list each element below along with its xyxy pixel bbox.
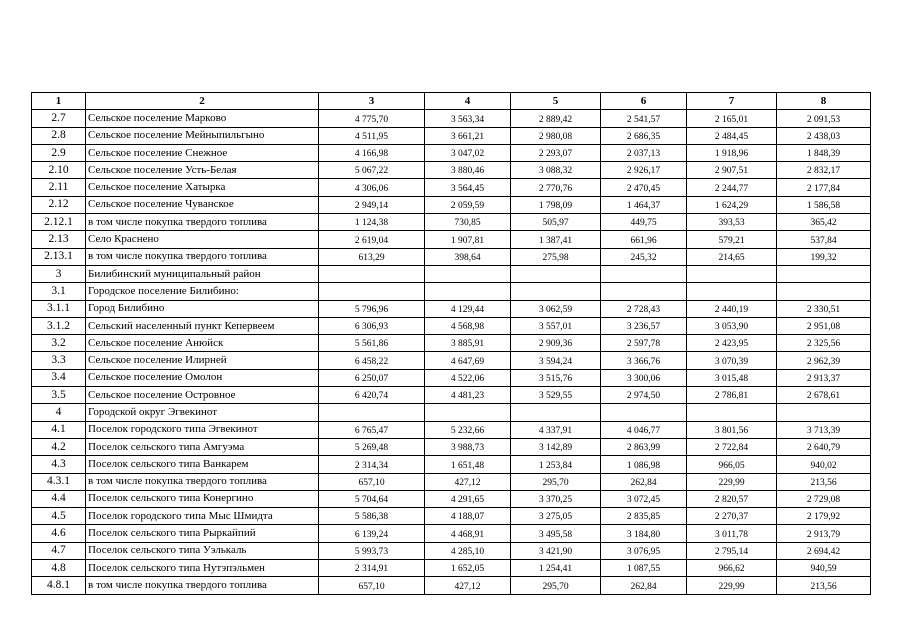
row-value: 3 015,48 <box>687 369 777 386</box>
row-name: в том числе покупка твердого топлива <box>86 577 319 594</box>
row-name: Поселок сельского типа Нутэпэльмен <box>86 560 319 577</box>
table-row <box>32 352 871 369</box>
row-name: Билибинский муниципальный район <box>86 265 319 282</box>
row-value: 213,56 <box>777 577 871 594</box>
row-value: 2 325,56 <box>777 335 871 352</box>
row-value: 3 880,46 <box>425 162 511 179</box>
row-value: 2 440,19 <box>687 300 777 317</box>
row-value: 3 421,90 <box>511 542 601 559</box>
row-value: 2 729,08 <box>777 490 871 507</box>
row-value: 3 563,34 <box>425 110 511 127</box>
table-row <box>32 387 871 404</box>
row-code: 4.3 <box>32 456 86 473</box>
row-value <box>511 283 601 300</box>
row-value: 6 306,93 <box>319 317 425 334</box>
header-row <box>32 93 871 110</box>
row-value: 3 529,55 <box>511 387 601 404</box>
table-row <box>32 248 871 265</box>
row-value: 5 993,73 <box>319 542 425 559</box>
row-value <box>511 404 601 421</box>
row-value: 6 420,74 <box>319 387 425 404</box>
row-name: Сельское поселение Снежное <box>86 144 319 161</box>
row-value: 657,10 <box>319 473 425 490</box>
row-value <box>601 265 687 282</box>
row-value: 1 464,37 <box>601 196 687 213</box>
row-value: 365,42 <box>777 214 871 231</box>
column-header: 3 <box>319 93 425 110</box>
row-code: 2.13 <box>32 231 86 248</box>
row-value: 2 270,37 <box>687 508 777 525</box>
row-name: Городское поселение Билибино: <box>86 283 319 300</box>
row-name: Поселок сельского типа Конергино <box>86 490 319 507</box>
row-value: 3 885,91 <box>425 335 511 352</box>
column-header: 8 <box>777 93 871 110</box>
table-row <box>32 317 871 334</box>
row-value: 6 765,47 <box>319 421 425 438</box>
row-value: 2 165,01 <box>687 110 777 127</box>
row-value: 245,32 <box>601 248 687 265</box>
table-row <box>32 231 871 248</box>
table-body <box>32 110 871 594</box>
row-value: 4 481,23 <box>425 387 511 404</box>
row-value: 2 913,37 <box>777 369 871 386</box>
row-value: 1 387,41 <box>511 231 601 248</box>
table-row <box>32 577 871 594</box>
row-name: Город Билибино <box>86 300 319 317</box>
table-row <box>32 456 871 473</box>
row-value: 2 293,07 <box>511 144 601 161</box>
row-value: 3 557,01 <box>511 317 601 334</box>
row-value: 2 926,17 <box>601 162 687 179</box>
row-value: 2 980,08 <box>511 127 601 144</box>
row-value: 427,12 <box>425 577 511 594</box>
column-header: 4 <box>425 93 511 110</box>
row-value: 262,84 <box>601 473 687 490</box>
row-value: 3 062,59 <box>511 300 601 317</box>
row-code: 4.1 <box>32 421 86 438</box>
row-code: 4.6 <box>32 525 86 542</box>
row-value: 2 244,77 <box>687 179 777 196</box>
row-value: 3 011,78 <box>687 525 777 542</box>
row-value: 427,12 <box>425 473 511 490</box>
row-value: 4 511,95 <box>319 127 425 144</box>
row-code: 4.2 <box>32 438 86 455</box>
row-code: 2.13.1 <box>32 248 86 265</box>
row-value <box>777 283 871 300</box>
row-value: 2 722,84 <box>687 438 777 455</box>
row-value: 3 661,21 <box>425 127 511 144</box>
row-value: 2 795,14 <box>687 542 777 559</box>
row-value: 2 962,39 <box>777 352 871 369</box>
row-value: 3 047,02 <box>425 144 511 161</box>
row-value: 1 907,81 <box>425 231 511 248</box>
row-value <box>319 404 425 421</box>
row-code: 2.10 <box>32 162 86 179</box>
row-name: Поселок сельского типа Амгуэма <box>86 438 319 455</box>
row-value: 2 835,85 <box>601 508 687 525</box>
row-name: Сельское поселение Омолон <box>86 369 319 386</box>
table-row <box>32 144 871 161</box>
row-value: 2 820,57 <box>687 490 777 507</box>
row-value: 1 652,05 <box>425 560 511 577</box>
row-code: 3.1 <box>32 283 86 300</box>
row-value: 3 988,73 <box>425 438 511 455</box>
row-name: Поселок сельского типа Рыркайпий <box>86 525 319 542</box>
row-value <box>425 265 511 282</box>
row-value: 2 330,51 <box>777 300 871 317</box>
row-value: 6 139,24 <box>319 525 425 542</box>
row-value: 3 088,32 <box>511 162 601 179</box>
row-value: 2 951,08 <box>777 317 871 334</box>
row-code: 2.12 <box>32 196 86 213</box>
row-name: Сельское поселение Анюйск <box>86 335 319 352</box>
row-code: 4.8 <box>32 560 86 577</box>
row-value: 4 522,06 <box>425 369 511 386</box>
row-name: Поселок городского типа Мыс Шмидта <box>86 508 319 525</box>
table-row <box>32 473 871 490</box>
table-row <box>32 490 871 507</box>
row-value: 2 832,17 <box>777 162 871 179</box>
row-value: 3 275,05 <box>511 508 601 525</box>
row-value: 1 253,84 <box>511 456 601 473</box>
row-value: 4 046,77 <box>601 421 687 438</box>
row-value: 2 541,57 <box>601 110 687 127</box>
row-value: 3 370,25 <box>511 490 601 507</box>
row-value: 295,70 <box>511 577 601 594</box>
row-code: 4.8.1 <box>32 577 86 594</box>
row-value: 5 067,22 <box>319 162 425 179</box>
row-value <box>511 265 601 282</box>
row-value: 4 468,91 <box>425 525 511 542</box>
column-header: 7 <box>687 93 777 110</box>
row-value: 2 913,79 <box>777 525 871 542</box>
row-value: 2 770,76 <box>511 179 601 196</box>
row-value: 940,02 <box>777 456 871 473</box>
row-name: Сельское поселение Хатырка <box>86 179 319 196</box>
row-value: 3 564,45 <box>425 179 511 196</box>
row-name: в том числе покупка твердого топлива <box>86 214 319 231</box>
row-value <box>777 265 871 282</box>
row-value: 213,56 <box>777 473 871 490</box>
row-code: 2.11 <box>32 179 86 196</box>
row-value: 2 438,03 <box>777 127 871 144</box>
row-value: 661,96 <box>601 231 687 248</box>
row-value: 449,75 <box>601 214 687 231</box>
table-row <box>32 542 871 559</box>
row-value <box>777 404 871 421</box>
row-value: 2 314,91 <box>319 560 425 577</box>
table-row <box>32 196 871 213</box>
row-value: 4 337,91 <box>511 421 601 438</box>
table-row <box>32 127 871 144</box>
row-value: 3 300,06 <box>601 369 687 386</box>
column-header: 2 <box>86 93 319 110</box>
row-value: 2 470,45 <box>601 179 687 196</box>
table-row <box>32 335 871 352</box>
row-value: 1 798,09 <box>511 196 601 213</box>
row-value: 4 568,98 <box>425 317 511 334</box>
row-value: 5 561,86 <box>319 335 425 352</box>
table-row <box>32 369 871 386</box>
row-value: 398,64 <box>425 248 511 265</box>
row-value: 2 640,79 <box>777 438 871 455</box>
row-value: 2 423,95 <box>687 335 777 352</box>
row-name: в том числе покупка твердого топлива <box>86 473 319 490</box>
table-row <box>32 438 871 455</box>
tariff-table <box>31 92 871 595</box>
row-value: 2 863,99 <box>601 438 687 455</box>
row-value: 657,10 <box>319 577 425 594</box>
row-name: Сельское поселение Илирней <box>86 352 319 369</box>
row-code: 4.3.1 <box>32 473 86 490</box>
row-value: 966,05 <box>687 456 777 473</box>
row-value: 2 786,81 <box>687 387 777 404</box>
row-name: Сельский населенный пункт Кепервеем <box>86 317 319 334</box>
row-value: 2 179,92 <box>777 508 871 525</box>
row-value: 2 907,51 <box>687 162 777 179</box>
row-value: 6 458,22 <box>319 352 425 369</box>
row-name: Село Краснено <box>86 231 319 248</box>
row-value: 1 651,48 <box>425 456 511 473</box>
table-row <box>32 404 871 421</box>
row-value: 393,53 <box>687 214 777 231</box>
row-value: 579,21 <box>687 231 777 248</box>
row-value: 3 236,57 <box>601 317 687 334</box>
row-value: 3 072,45 <box>601 490 687 507</box>
row-name: Сельское поселение Усть-Белая <box>86 162 319 179</box>
row-value <box>319 283 425 300</box>
row-value: 2 484,45 <box>687 127 777 144</box>
row-value <box>601 283 687 300</box>
row-name: Сельское поселение Мейныпильгыно <box>86 127 319 144</box>
row-code: 3.1.2 <box>32 317 86 334</box>
row-value: 1 124,38 <box>319 214 425 231</box>
table-row <box>32 300 871 317</box>
row-value: 505,97 <box>511 214 601 231</box>
table-row <box>32 508 871 525</box>
row-value: 3 142,89 <box>511 438 601 455</box>
row-value: 730,85 <box>425 214 511 231</box>
row-code: 3.3 <box>32 352 86 369</box>
row-code: 2.9 <box>32 144 86 161</box>
row-value: 2 177,84 <box>777 179 871 196</box>
row-name: Сельское поселение Островное <box>86 387 319 404</box>
row-value: 295,70 <box>511 473 601 490</box>
row-name: Сельское поселение Марково <box>86 110 319 127</box>
row-value: 1 586,58 <box>777 196 871 213</box>
row-value: 4 647,69 <box>425 352 511 369</box>
row-code: 2.8 <box>32 127 86 144</box>
table-row <box>32 421 871 438</box>
row-value: 4 291,65 <box>425 490 511 507</box>
table-row <box>32 525 871 542</box>
row-value: 2 974,50 <box>601 387 687 404</box>
row-value: 6 250,07 <box>319 369 425 386</box>
table-row <box>32 265 871 282</box>
row-value: 3 495,58 <box>511 525 601 542</box>
row-value: 1 624,29 <box>687 196 777 213</box>
row-code: 2.7 <box>32 110 86 127</box>
row-value: 229,99 <box>687 577 777 594</box>
row-code: 4 <box>32 404 86 421</box>
row-value: 5 796,96 <box>319 300 425 317</box>
row-value: 1 254,41 <box>511 560 601 577</box>
row-value: 2 059,59 <box>425 196 511 213</box>
row-value: 3 801,56 <box>687 421 777 438</box>
row-value: 3 184,80 <box>601 525 687 542</box>
row-code: 3 <box>32 265 86 282</box>
column-header: 6 <box>601 93 687 110</box>
row-value: 3 713,39 <box>777 421 871 438</box>
row-value: 2 314,34 <box>319 456 425 473</box>
row-value: 940,59 <box>777 560 871 577</box>
row-code: 4.7 <box>32 542 86 559</box>
row-value: 1 086,98 <box>601 456 687 473</box>
row-value: 4 166,98 <box>319 144 425 161</box>
row-code: 3.4 <box>32 369 86 386</box>
row-value: 4 775,70 <box>319 110 425 127</box>
row-value: 5 704,64 <box>319 490 425 507</box>
row-value: 537,84 <box>777 231 871 248</box>
row-value: 1 918,96 <box>687 144 777 161</box>
row-value: 4 129,44 <box>425 300 511 317</box>
row-value <box>601 404 687 421</box>
row-code: 4.4 <box>32 490 86 507</box>
row-value: 1 087,55 <box>601 560 687 577</box>
row-value: 229,99 <box>687 473 777 490</box>
row-value: 613,29 <box>319 248 425 265</box>
row-value: 2 597,78 <box>601 335 687 352</box>
row-code: 3.5 <box>32 387 86 404</box>
row-value: 2 728,43 <box>601 300 687 317</box>
row-value: 3 515,76 <box>511 369 601 386</box>
table-row <box>32 214 871 231</box>
row-value: 1 848,39 <box>777 144 871 161</box>
row-name: Поселок сельского типа Уэлькаль <box>86 542 319 559</box>
row-code: 3.2 <box>32 335 86 352</box>
row-name: Поселок сельского типа Ванкарем <box>86 456 319 473</box>
row-value: 2 909,36 <box>511 335 601 352</box>
row-value: 3 076,95 <box>601 542 687 559</box>
row-name: Городской округ Эгвекинот <box>86 404 319 421</box>
row-value: 3 070,39 <box>687 352 777 369</box>
row-value: 966,62 <box>687 560 777 577</box>
table-row <box>32 162 871 179</box>
row-code: 4.5 <box>32 508 86 525</box>
row-value: 5 269,48 <box>319 438 425 455</box>
row-value: 2 686,35 <box>601 127 687 144</box>
row-value: 4 306,06 <box>319 179 425 196</box>
row-name: в том числе покупка твердого топлива <box>86 248 319 265</box>
row-value <box>425 404 511 421</box>
row-value: 2 889,42 <box>511 110 601 127</box>
row-value <box>687 265 777 282</box>
row-value: 5 586,38 <box>319 508 425 525</box>
row-code: 3.1.1 <box>32 300 86 317</box>
row-value: 275,98 <box>511 248 601 265</box>
column-header: 5 <box>511 93 601 110</box>
row-value <box>425 283 511 300</box>
row-value: 199,32 <box>777 248 871 265</box>
table-row <box>32 179 871 196</box>
row-value: 4 285,10 <box>425 542 511 559</box>
row-value <box>319 265 425 282</box>
row-value: 3 053,90 <box>687 317 777 334</box>
row-value: 2 619,04 <box>319 231 425 248</box>
row-value: 214,65 <box>687 248 777 265</box>
row-value <box>687 404 777 421</box>
row-code: 2.12.1 <box>32 214 86 231</box>
row-value: 2 091,53 <box>777 110 871 127</box>
row-value: 2 949,14 <box>319 196 425 213</box>
row-value: 3 366,76 <box>601 352 687 369</box>
row-value: 2 678,61 <box>777 387 871 404</box>
row-name: Сельское поселение Чуванское <box>86 196 319 213</box>
row-value: 2 694,42 <box>777 542 871 559</box>
row-value: 3 594,24 <box>511 352 601 369</box>
row-value: 2 037,13 <box>601 144 687 161</box>
row-value: 4 188,07 <box>425 508 511 525</box>
row-name: Поселок городского типа Эгвекинот <box>86 421 319 438</box>
row-value: 5 232,66 <box>425 421 511 438</box>
row-value <box>687 283 777 300</box>
column-header: 1 <box>32 93 86 110</box>
row-value: 262,84 <box>601 577 687 594</box>
table-row <box>32 560 871 577</box>
table-row <box>32 283 871 300</box>
table-row <box>32 110 871 127</box>
